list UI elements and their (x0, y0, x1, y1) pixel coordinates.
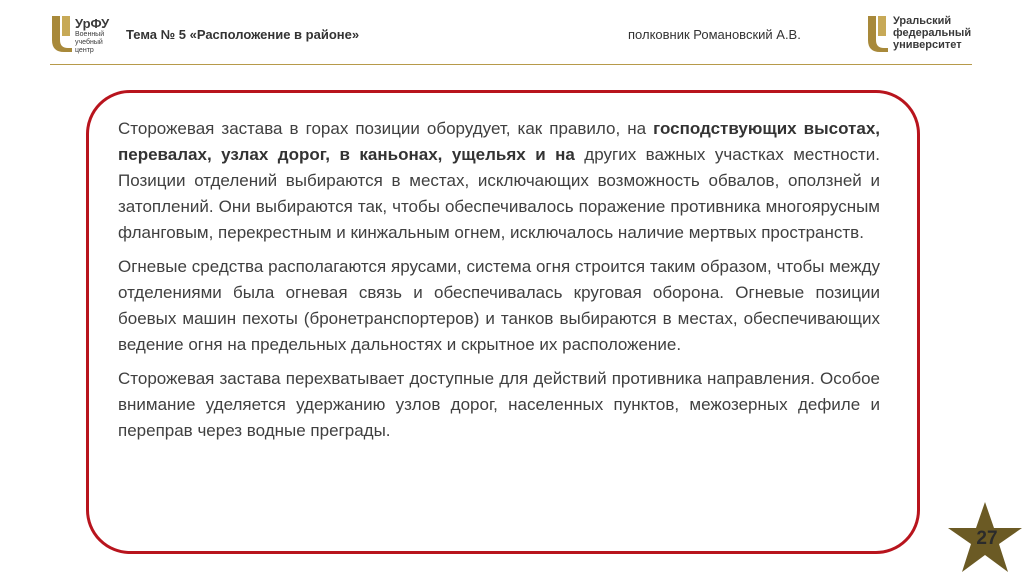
left-logo-subtitle: Военный учебный центр (75, 31, 105, 54)
right-logo-text: Уральский федеральный университет (893, 15, 972, 51)
urfu-university-logo (866, 14, 996, 60)
slide-header (0, 0, 1024, 66)
left-logo-title: УрФУ (75, 16, 110, 31)
slide-text (118, 116, 880, 452)
urfu-emblem-icon (866, 14, 890, 54)
paragraph-1-bold: господствующих высотах, перевалах, узлах дорог, в каньонах, ущельях и на (118, 119, 881, 164)
paragraph-1 (118, 116, 880, 246)
paragraph-3: Сторожевая застава перехватывает доступные для действий противника направления. Особое внимание уделяется удержанию узлов дорог, населенных пунктов, межозерных дефиле и переправ через водные преграды. (118, 369, 880, 440)
topic-title: Тема № 5 «Расположение в районе» (126, 27, 360, 42)
paragraph-2: Огневые средства располагаются ярусами, система огня строится таким образом, чтобы между отделениями была огневая связь и обеспечивалась круговая оборона. Огневые позиции боевых машин пехоты (бронетранспортеров) и танков выбираются в местах, обеспечивающих ведение огня на предельных дальностях и скрытное их расположение. (118, 257, 880, 354)
author-name: полковник Романовский А.В. (628, 27, 801, 42)
urfu-emblem-icon (50, 14, 74, 54)
header-divider (50, 64, 972, 65)
paragraph-1-start: Сторожевая застава в горах позиции оборудует, как правило, на (118, 119, 654, 138)
paragraph-1-end: других важных участках местности. Позиции отделений выбираются в местах, исключающих возможность обвалов, оползней и затоплений. Они выбираются так, чтобы обеспечивалось поражение противника многоярусным фланговым, перекрестным и кинжальным огнем, исключалось наличие мертвых пространств. (118, 145, 881, 242)
page-number: 27 (976, 528, 998, 549)
urfu-military-center-logo (50, 14, 120, 60)
